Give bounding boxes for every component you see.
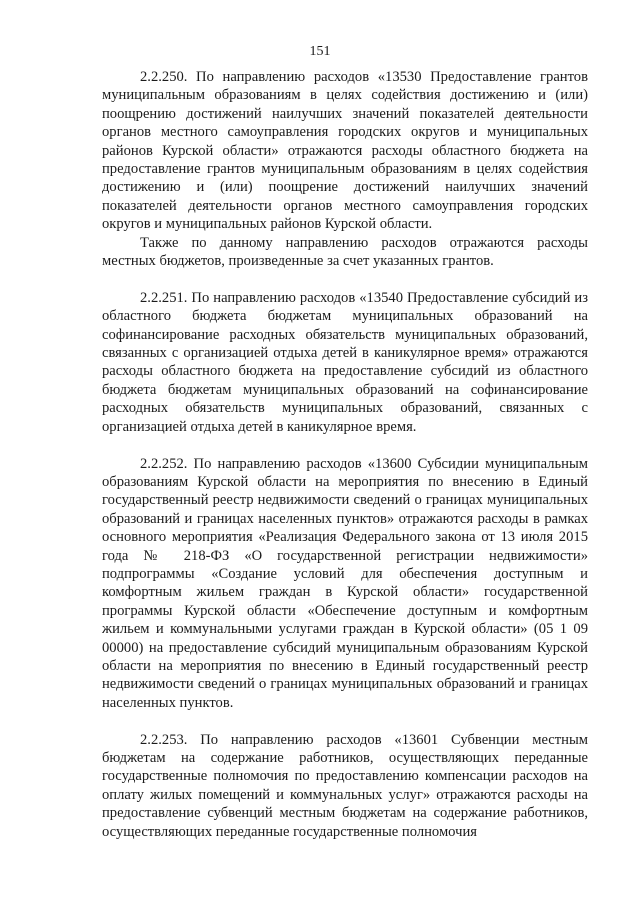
document-body (102, 68, 588, 841)
page-number: 151 (309, 44, 331, 59)
paragraph-2-2-252: 2.2.252. По направлению расходов «13600 Субсидии муниципальным образованиям Курской области на мероприятия по внесению в Единый государственный реестр недвижимости сведений о границах муниципальных образований и границах населенных пунктов» отражаются расходы в рамках основного мероприятия «Реализация Федерального закона от 13 июля 2015 года № 218-ФЗ «О государственной регистрации недвижимости» подпрограммы «Создание условий для обеспечения доступным и комфортным жильем граждан в Курской области» государственной программы Курской области «Обеспечение доступным и комфортным жильем и коммунальными услугами граждан в Курской области» (05 1 09 00000) на предоставление субсидий муниципальным образованиям Курской области на мероприятия по внесению в Единый государственный реестр недвижимости сведений о границах муниципальных образований и границах населенных пунктов. (102, 455, 588, 711)
paragraph-2-2-251: 2.2.251. По направлению расходов «13540 Предоставление субсидий из областного бюджета бюджетам муниципальных образований на софинансирование расходных обязательств муниципальных образований, связанных с организацией отдыха детей в каникулярное время» отражаются расходы областного бюджета на предоставление субсидий из областного бюджета бюджетам муниципальных образований на софинансирование расходных обязательств муниципальных образований, связанных с организацией отдыха детей в каникулярное время. (102, 289, 588, 435)
paragraph-2-2-253: 2.2.253. По направлению расходов «13601 Субвенции местным бюджетам на содержание работников, осуществляющих переданные государственные полномочия по предоставлению компенсации расходов на оплату жилых помещений и коммунальных услуг» отражаются расходы на предоставление субвенций местным бюджетам на содержание работников, осуществляющих переданные государственные полномочия (102, 731, 588, 840)
paragraph-2-2-250: 2.2.250. По направлению расходов «13530 Предоставление грантов муниципальным образованиям в целях содействия достижению и (или) поощрению достижений наилучших значений показателей деятельности органов местного самоуправления городских округов и муниципальных районов Курской области» отражаются расходы областного бюджета на предоставление грантов муниципальным образованиям в целях содействия достижению и (или) поощрение достижений наилучших значений показателей деятельности органов местного самоуправления городских округов и муниципальных районов Курской области. (102, 69, 588, 233)
paragraph-2-2-250-note: Также по данному направлению расходов отражаются расходы местных бюджетов, произведенные за счет указанных грантов. (102, 234, 588, 270)
